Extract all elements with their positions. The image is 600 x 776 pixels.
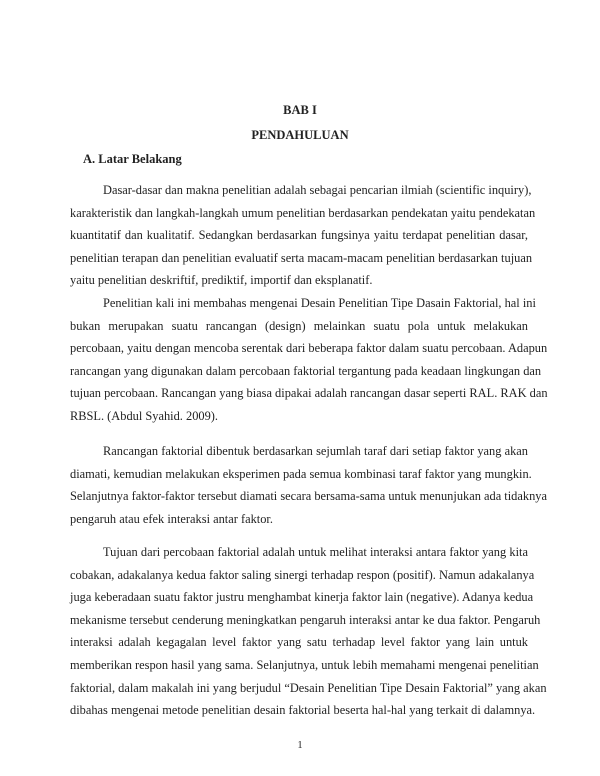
text-line: diamati, kemudian melakukan eksperimen pada semua kombinasi taraf faktor yang mungkin.: [70, 466, 532, 481]
text-line: kuantitatif dan kualitatif. Sedangkan berdasarkan fungsinya yaitu terdapat penelitian dasar,: [70, 228, 528, 243]
text-line: mekanisme tersebut cenderung meningkatkan pengaruh interaksi antar ke dua faktor. Pengaruh: [70, 612, 541, 627]
paragraph-4: [70, 541, 547, 722]
text-line: karakteristik dan langkah-langkah umum penelitian berdasarkan pendekatan yaitu pendekatan: [70, 205, 536, 220]
text-line: cobakan, adakalanya kedua faktor saling sinergi terhadap respon (positif). Namun adakalanya: [70, 567, 535, 582]
text-line: juga keberadaan suatu faktor justru menghambat kinerja faktor lain (negative). Adanya kedua: [70, 590, 534, 605]
text-line: rancangan yang digunakan dalam percobaan faktorial tergantung pada keadaan lingkungan dan: [70, 363, 542, 378]
text-line: penelitian terapan dan penelitian evaluatif serta macam-macam penelitian berdasarkan tujuan: [70, 250, 533, 265]
text-line: Tujuan dari percobaan faktorial adalah untuk melihat interaksi antara faktor yang kita: [103, 545, 528, 559]
paragraph-1: [70, 179, 536, 292]
text-line: faktorial, dalam makalah ini yang berjudul “Desain Penelitian Tipe Desain Faktorial” yang akan: [70, 680, 547, 695]
text-line: Dasar-dasar dan makna penelitian adalah sebagai pencarian ilmiah (scientific inquiry),: [103, 183, 532, 197]
chapter-heading: BAB I: [283, 103, 317, 117]
text-line: tujuan percobaan. Rancangan yang biasa dipakai adalah rancangan dasar seperti RAL. RAK dan: [70, 386, 548, 401]
text-line: Penelitian kali ini membahas mengenai Desain Penelitian Tipe Dasain Faktorial, hal ini: [103, 296, 536, 310]
text-line: Rancangan faktorial dibentuk berdasarkan sejumlah taraf dari setiap faktor yang akan: [103, 444, 528, 458]
text-line: memberikan respon hasil yang sama. Selanjutnya, untuk lebih memahami mengenai penelitian: [70, 657, 539, 672]
text-line: pengaruh atau efek interaksi antar faktor.: [70, 511, 273, 526]
page-number: 1: [297, 740, 303, 751]
text-line: bukan merupakan suatu rancangan (design) melainkan suatu pola untuk melakukan: [70, 318, 528, 333]
chapter-title: PENDAHULUAN: [251, 128, 349, 142]
text-line: RBSL. (Abdul Syahid. 2009).: [70, 408, 219, 423]
text-line: percobaan, yaitu dengan mencoba serentak dari beberapa faktor dalam suatu percobaan. Adapun: [70, 341, 548, 356]
text-line: yaitu penelitian deskriftif, prediktif, importif dan eksplanatif.: [70, 273, 373, 288]
paragraph-3: [70, 440, 547, 530]
text-line: Selanjutnya faktor-faktor tersebut diamati secara bersama-sama untuk menunjukan ada tidaknya: [70, 489, 547, 504]
paragraph-2: [70, 292, 548, 428]
text-line: dibahas mengenai metode penelitian desain faktorial beserta hal-hal yang terkait di dalamnya.: [70, 703, 536, 718]
section-heading: A. Latar Belakang: [83, 152, 182, 166]
text-line: interaksi adalah kegagalan level faktor yang satu terhadap level faktor yang lain untuk: [70, 635, 528, 650]
